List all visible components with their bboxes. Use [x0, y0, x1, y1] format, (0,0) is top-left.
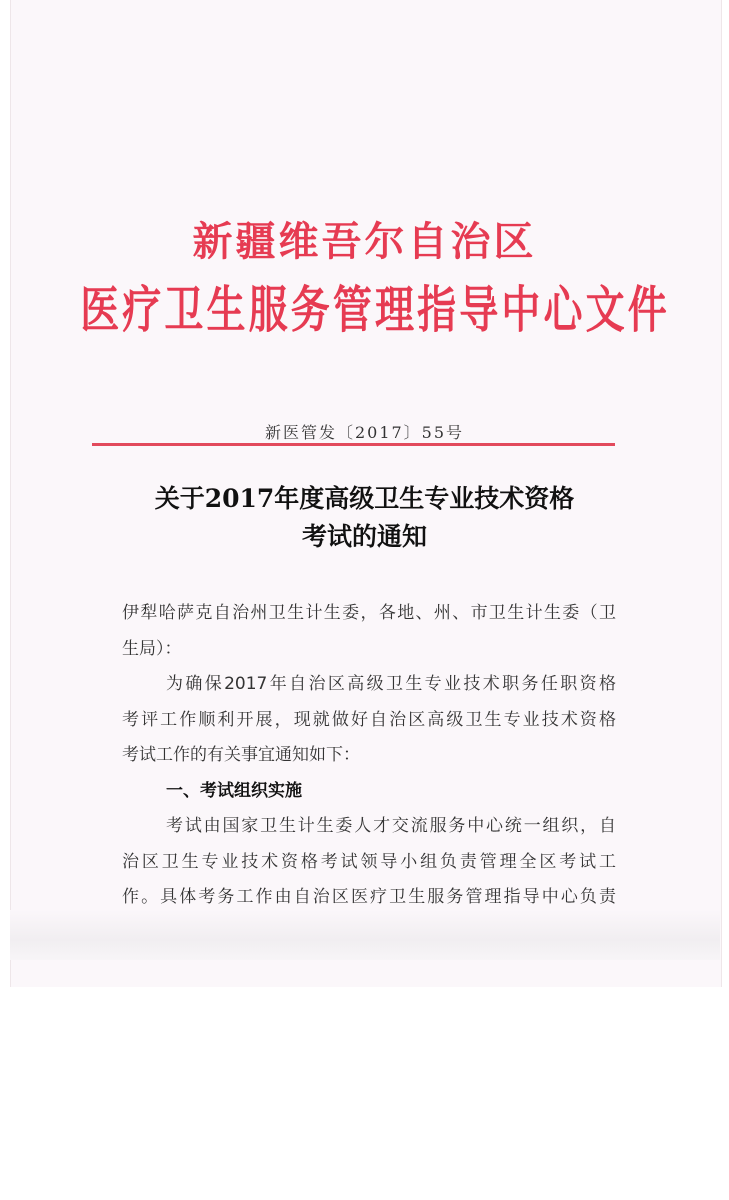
body-line: 伊犁哈萨克自治州卫生计生委，各地、州、市卫生计生委（卫 [122, 603, 616, 623]
issuing-org-line1: 新疆维吾尔自治区 [192, 218, 537, 265]
body-line: 为确保2017年自治区高级卫生专业技术职务任职资格 [166, 674, 616, 694]
body-line: 作。具体考务工作由自治区医疗卫生服务管理指导中心负责 [122, 887, 616, 907]
body-line: 考评工作顺利开展，现就做好自治区高级卫生专业技术资格 [122, 709, 616, 730]
section-heading: 一、考试组织实施 [166, 780, 302, 801]
title-line-1: 关于2017年度高级卫生专业技术资格 [154, 484, 575, 513]
scan-shadow [10, 910, 720, 960]
document-body [122, 596, 616, 916]
body-line: 治区卫生专业技术资格考试领导小组负责管理全区考试工 [122, 851, 616, 872]
document-title [0, 480, 729, 556]
body-line: 生局）： [122, 638, 182, 659]
issuing-org-line2: 医疗卫生服务管理指导中心文件 [80, 280, 670, 339]
body-line: 考试由国家卫生计生委人才交流服务中心统一组织，自 [166, 816, 616, 836]
red-divider [92, 443, 615, 446]
title-line-2: 考试的通知 [301, 522, 427, 551]
document-number: 新医管发〔2017〕55号 [264, 423, 465, 442]
body-line: 考试工作的有关事宜通知如下： [122, 745, 360, 765]
